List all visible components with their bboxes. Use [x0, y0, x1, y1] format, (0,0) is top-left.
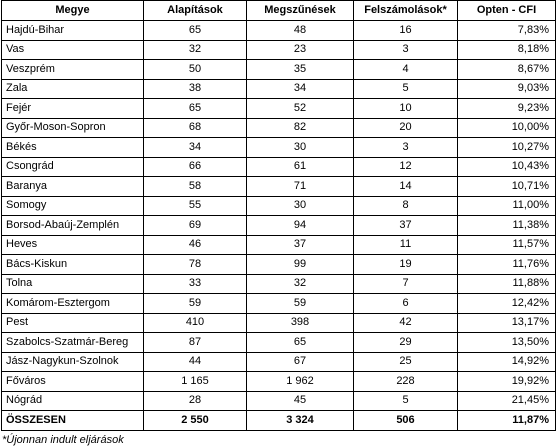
county-name: Komárom-Esztergom — [2, 294, 144, 314]
table-row — [2, 40, 556, 60]
county-name: Békés — [2, 138, 144, 158]
alapitasok-value: 68 — [144, 118, 247, 138]
table-row — [2, 391, 556, 411]
felszamolasok-value: 228 — [354, 372, 458, 392]
total-felszamolasok: 506 — [354, 411, 458, 431]
felszamolasok-value: 16 — [354, 21, 458, 41]
county-name: Csongrád — [2, 157, 144, 177]
megszunesek-value: 1 962 — [247, 372, 354, 392]
megszunesek-value: 99 — [247, 255, 354, 275]
felszamolasok-value: 42 — [354, 313, 458, 333]
felszamolasok-value: 5 — [354, 79, 458, 99]
table-row — [2, 99, 556, 119]
megszunesek-value: 67 — [247, 352, 354, 372]
opten-cfi-value: 11,00% — [458, 196, 556, 216]
county-name: Somogy — [2, 196, 144, 216]
opten-cfi-value: 10,71% — [458, 177, 556, 197]
alapitasok-value: 32 — [144, 40, 247, 60]
alapitasok-value: 59 — [144, 294, 247, 314]
felszamolasok-value: 3 — [354, 40, 458, 60]
county-name: Tolna — [2, 274, 144, 294]
header-megye: Megye — [2, 1, 144, 21]
county-name: Fejér — [2, 99, 144, 119]
megszunesek-value: 37 — [247, 235, 354, 255]
alapitasok-value: 46 — [144, 235, 247, 255]
felszamolasok-value: 7 — [354, 274, 458, 294]
alapitasok-value: 50 — [144, 60, 247, 80]
table-row — [2, 216, 556, 236]
alapitasok-value: 33 — [144, 274, 247, 294]
county-name: Szabolcs-Szatmár-Bereg — [2, 333, 144, 353]
megszunesek-value: 82 — [247, 118, 354, 138]
table-footer — [2, 411, 556, 431]
alapitasok-value: 34 — [144, 138, 247, 158]
county-name: Heves — [2, 235, 144, 255]
county-name: Jász-Nagykun-Szolnok — [2, 352, 144, 372]
table-row — [2, 294, 556, 314]
header-alapitasok: Alapítások — [144, 1, 247, 21]
table-row — [2, 235, 556, 255]
alapitasok-value: 410 — [144, 313, 247, 333]
county-name: Főváros — [2, 372, 144, 392]
alapitasok-value: 28 — [144, 391, 247, 411]
opten-cfi-value: 11,38% — [458, 216, 556, 236]
alapitasok-value: 44 — [144, 352, 247, 372]
opten-cfi-value: 8,67% — [458, 60, 556, 80]
opten-cfi-value: 8,18% — [458, 40, 556, 60]
felszamolasok-value: 29 — [354, 333, 458, 353]
table-row — [2, 118, 556, 138]
opten-cfi-value: 21,45% — [458, 391, 556, 411]
felszamolasok-value: 12 — [354, 157, 458, 177]
opten-cfi-value: 7,83% — [458, 21, 556, 41]
table-row — [2, 313, 556, 333]
county-name: Bács-Kiskun — [2, 255, 144, 275]
header-megszunesek: Megszűnések — [247, 1, 354, 21]
felszamolasok-value: 4 — [354, 60, 458, 80]
alapitasok-value: 38 — [144, 79, 247, 99]
megszunesek-value: 45 — [247, 391, 354, 411]
header-row — [2, 1, 556, 21]
megszunesek-value: 30 — [247, 138, 354, 158]
megszunesek-value: 34 — [247, 79, 354, 99]
footnote: *Újonnan indult eljárások — [2, 433, 124, 446]
opten-cfi-value: 13,50% — [458, 333, 556, 353]
header-opten-cfi: Opten - CFI — [458, 1, 556, 21]
alapitasok-value: 58 — [144, 177, 247, 197]
table-row — [2, 177, 556, 197]
county-name: Veszprém — [2, 60, 144, 80]
county-name: Nógrád — [2, 391, 144, 411]
megszunesek-value: 35 — [247, 60, 354, 80]
table-row — [2, 333, 556, 353]
total-megszunesek: 3 324 — [247, 411, 354, 431]
opten-cfi-value: 10,27% — [458, 138, 556, 158]
opten-cfi-value: 9,03% — [458, 79, 556, 99]
opten-cfi-value: 12,42% — [458, 294, 556, 314]
table-row — [2, 138, 556, 158]
alapitasok-value: 65 — [144, 21, 247, 41]
table-row — [2, 372, 556, 392]
alapitasok-value: 55 — [144, 196, 247, 216]
alapitasok-value: 78 — [144, 255, 247, 275]
felszamolasok-value: 19 — [354, 255, 458, 275]
county-name: Pest — [2, 313, 144, 333]
opten-cfi-value: 11,88% — [458, 274, 556, 294]
megszunesek-value: 65 — [247, 333, 354, 353]
megszunesek-value: 30 — [247, 196, 354, 216]
opten-cfi-value: 10,00% — [458, 118, 556, 138]
alapitasok-value: 65 — [144, 99, 247, 119]
table-row — [2, 60, 556, 80]
table-row — [2, 196, 556, 216]
alapitasok-value: 87 — [144, 333, 247, 353]
table-row — [2, 352, 556, 372]
felszamolasok-value: 20 — [354, 118, 458, 138]
felszamolasok-value: 11 — [354, 235, 458, 255]
felszamolasok-value: 10 — [354, 99, 458, 119]
megszunesek-value: 23 — [247, 40, 354, 60]
table-row — [2, 79, 556, 99]
county-statistics-table — [1, 0, 556, 431]
opten-cfi-value: 9,23% — [458, 99, 556, 119]
county-name: Hajdú-Bihar — [2, 21, 144, 41]
felszamolasok-value: 25 — [354, 352, 458, 372]
felszamolasok-value: 6 — [354, 294, 458, 314]
opten-cfi-value: 13,17% — [458, 313, 556, 333]
county-name: Borsod-Abaúj-Zemplén — [2, 216, 144, 236]
megszunesek-value: 59 — [247, 294, 354, 314]
table-row — [2, 255, 556, 275]
opten-cfi-value: 11,76% — [458, 255, 556, 275]
table-body — [2, 21, 556, 411]
alapitasok-value: 69 — [144, 216, 247, 236]
total-row — [2, 411, 556, 431]
megszunesek-value: 48 — [247, 21, 354, 41]
opten-cfi-value: 11,57% — [458, 235, 556, 255]
total-label: ÖSSZESEN — [2, 411, 144, 431]
header-felszamolasok: Felszámolások* — [354, 1, 458, 21]
megszunesek-value: 61 — [247, 157, 354, 177]
opten-cfi-value: 19,92% — [458, 372, 556, 392]
table-row — [2, 21, 556, 41]
county-name: Baranya — [2, 177, 144, 197]
alapitasok-value: 66 — [144, 157, 247, 177]
county-name: Vas — [2, 40, 144, 60]
table-row — [2, 274, 556, 294]
megszunesek-value: 52 — [247, 99, 354, 119]
felszamolasok-value: 37 — [354, 216, 458, 236]
total-opten-cfi: 11,87% — [458, 411, 556, 431]
felszamolasok-value: 8 — [354, 196, 458, 216]
megszunesek-value: 32 — [247, 274, 354, 294]
felszamolasok-value: 14 — [354, 177, 458, 197]
megszunesek-value: 94 — [247, 216, 354, 236]
alapitasok-value: 1 165 — [144, 372, 247, 392]
felszamolasok-value: 3 — [354, 138, 458, 158]
table-header — [2, 1, 556, 21]
felszamolasok-value: 5 — [354, 391, 458, 411]
opten-cfi-value: 14,92% — [458, 352, 556, 372]
opten-cfi-value: 10,43% — [458, 157, 556, 177]
megszunesek-value: 398 — [247, 313, 354, 333]
total-alapitasok: 2 550 — [144, 411, 247, 431]
county-name: Zala — [2, 79, 144, 99]
megszunesek-value: 71 — [247, 177, 354, 197]
table-row — [2, 157, 556, 177]
county-name: Győr-Moson-Sopron — [2, 118, 144, 138]
